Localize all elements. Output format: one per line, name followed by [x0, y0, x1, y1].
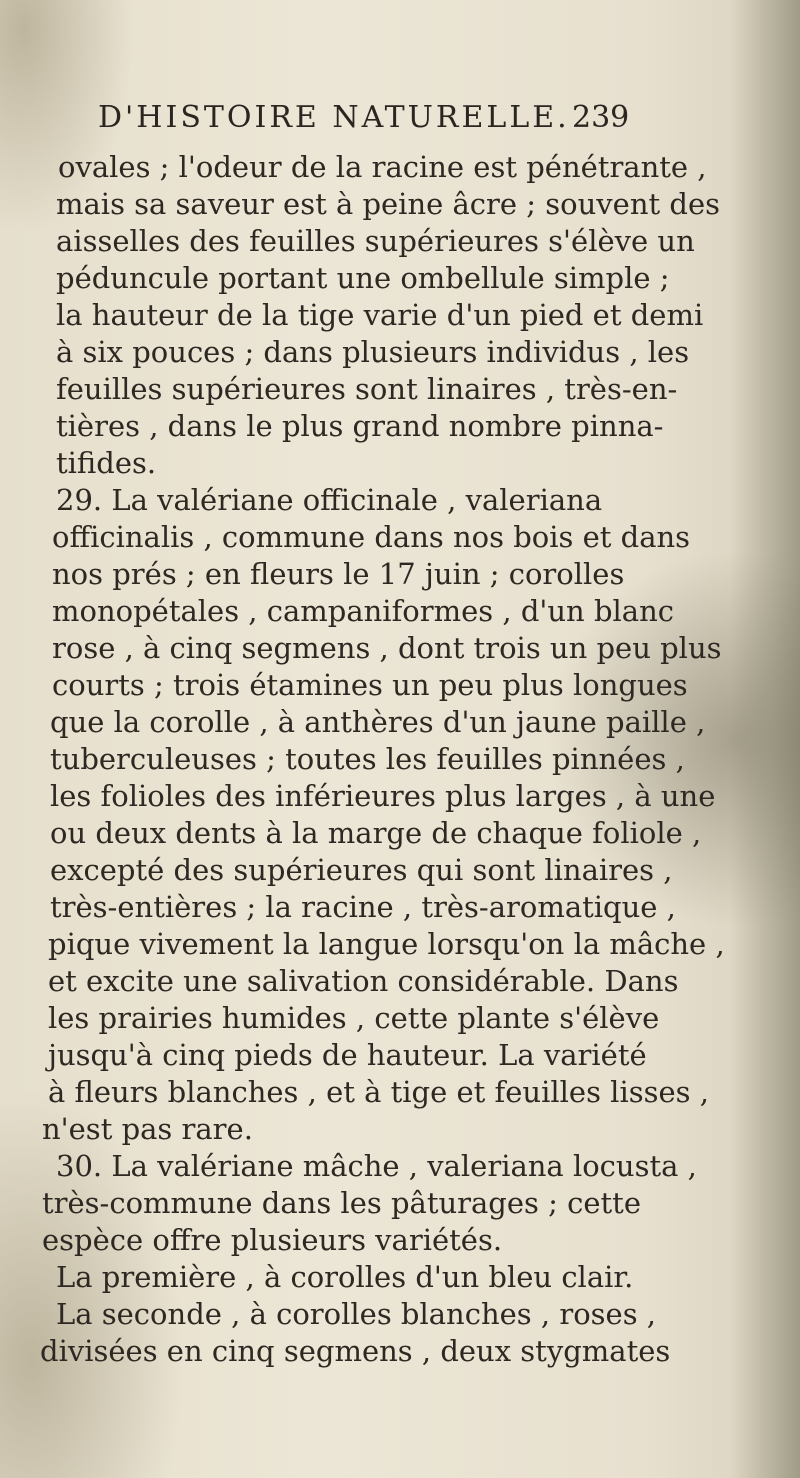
text-line: mais sa saveur est à peine âcre ; souvent des	[56, 187, 720, 221]
text-line: n'est pas rare.	[42, 1112, 253, 1146]
text-line: espèce offre plusieurs variétés.	[42, 1223, 503, 1257]
text-line: très-entières ; la racine , très-aromatique ,	[50, 890, 676, 924]
text-line: rose , à cinq segmens , dont trois un peu plus	[52, 631, 722, 665]
text-line: jusqu'à cinq pieds de hauteur. La variété	[48, 1038, 647, 1072]
text-line: à six pouces ; dans plusieurs individus , les	[56, 335, 690, 369]
text-line: la hauteur de la tige varie d'un pied et demi	[56, 298, 704, 332]
page-header	[0, 100, 720, 144]
text-line: les prairies humides , cette plante s'élève	[48, 1001, 660, 1035]
text-line: et excite une salivation considérable. Dans	[48, 964, 679, 998]
text-line: officinalis , commune dans nos bois et dans	[52, 520, 691, 554]
text-line: excepté des supérieures qui sont linaires ,	[50, 853, 673, 887]
text-line: tuberculeuses ; toutes les feuilles pinnées ,	[50, 742, 685, 776]
page-number: 239	[572, 100, 630, 135]
text-line: monopétales , campaniformes , d'un blanc	[52, 594, 674, 628]
text-line: ou deux dents à la marge de chaque foliole ,	[50, 816, 702, 850]
text-line: La première , à corolles d'un bleu clair.	[56, 1260, 634, 1294]
text-line: divisées en cinq segmens , deux stygmates	[40, 1334, 671, 1368]
text-line: péduncule portant une ombellule simple ;	[56, 261, 670, 295]
text-line: très-commune dans les pâturages ; cette	[42, 1186, 641, 1220]
text-line: pique vivement la langue lorsqu'on la mâche ,	[48, 927, 725, 961]
text-line: aisselles des feuilles supérieures s'élève un	[56, 224, 695, 258]
text-line: tières , dans le plus grand nombre pinna-	[56, 409, 664, 443]
text-line: La seconde , à corolles blanches , roses ,	[56, 1297, 657, 1331]
text-line: tifides.	[56, 446, 157, 480]
text-line: que la corolle , à anthères d'un jaune paille ,	[50, 705, 706, 739]
text-line: les folioles des inférieures plus larges , à une	[50, 779, 716, 813]
running-head: D'HISTOIRE NATURELLE.	[98, 100, 570, 135]
section-heading-line: 29. La valériane officinale , valeriana	[56, 483, 603, 517]
section-heading-line: 30. La valériane mâche , valeriana locusta ,	[56, 1149, 697, 1183]
text-line: nos prés ; en fleurs le 17 juin ; corolles	[52, 557, 625, 591]
text-line: ovales ; l'odeur de la racine est pénétrante ,	[58, 150, 707, 184]
page-edge-shadow	[730, 0, 800, 1478]
text-line: feuilles supérieures sont linaires , très-en-	[56, 372, 678, 406]
text-line: à fleurs blanches , et à tige et feuilles lisses ,	[48, 1075, 709, 1109]
text-line: courts ; trois étamines un peu plus longues	[52, 668, 688, 702]
